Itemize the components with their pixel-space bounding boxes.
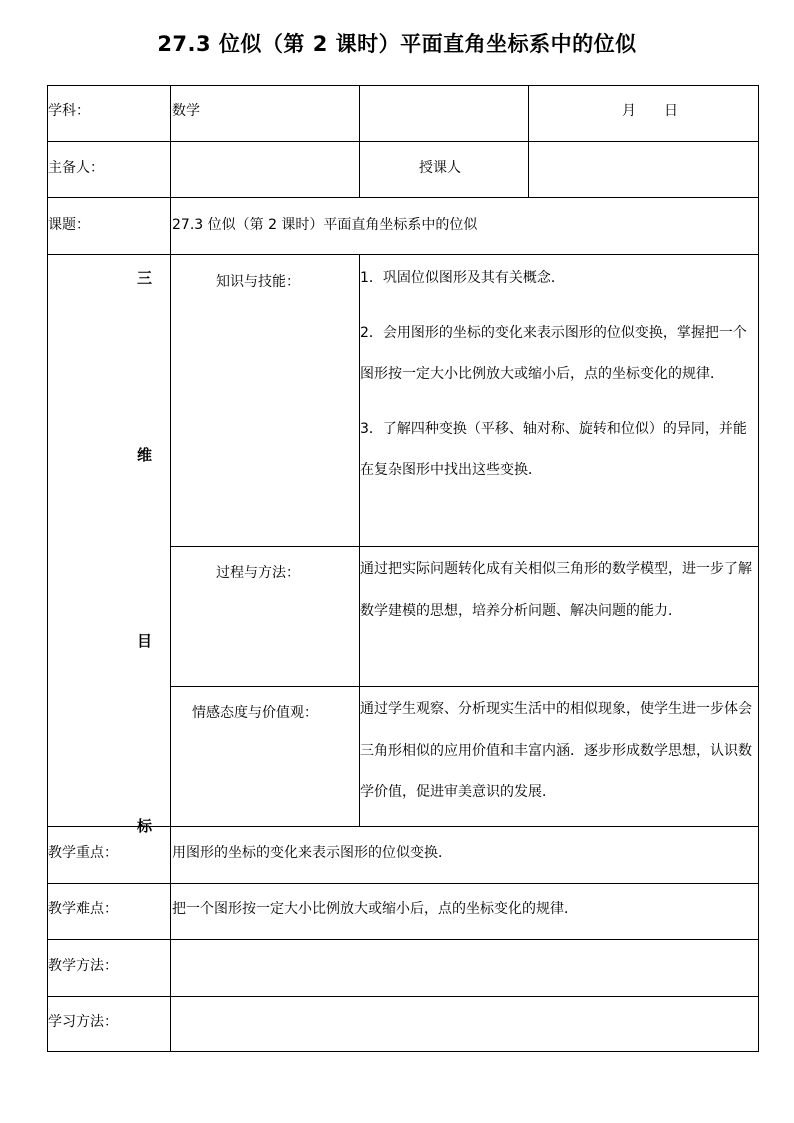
learning-method-label: 学习方法： [48, 1014, 118, 1030]
teacher-label: 授课人 [419, 160, 461, 176]
preparer-label: 主备人： [48, 160, 104, 176]
process-label: 过程与方法： [216, 565, 300, 581]
focus-label: 教学重点： [48, 845, 118, 861]
objectives-side-char: 目 [137, 632, 153, 650]
difficulty-value: 把一个图形按一定大小比例放大或缩小后，点的坐标变化的规律． [172, 901, 578, 917]
objectives-side-char: 标 [137, 817, 153, 835]
focus-value: 用图形的坐标的变化来表示图形的位似变换． [172, 845, 452, 861]
teacher-value-cell [528, 141, 759, 198]
learning-method-value-cell [170, 996, 759, 1052]
teaching-method-label: 教学方法： [48, 958, 118, 974]
objectives-side-text [47, 254, 171, 835]
values-label: 情感态度与价值观： [192, 705, 318, 721]
topic-value: 27.3 位似（第 2 课时）平面直角坐标系中的位似 [172, 217, 478, 233]
knowledge-line: 1．巩固位似图形及其有关概念． [360, 270, 565, 286]
process-content: 通过把实际问题转化成有关相似三角形的数学模型，进一步了解数学建模的思想，培养分析问题、解决问题的能力． [360, 561, 752, 619]
topic-label: 课题： [48, 217, 90, 233]
values-content: 通过学生观察、分析现实生活中的相似现象，使学生进一步体会三角形相似的应用价值和丰富内涵．逐步形成数学思想，认识数学价值，促进审美意识的发展． [360, 701, 752, 800]
knowledge-content [360, 258, 756, 492]
knowledge-label: 知识与技能： [216, 274, 300, 290]
knowledge-label-cell [170, 254, 360, 547]
blank-cell [359, 85, 529, 142]
objectives-side-char: 三 [137, 269, 153, 287]
preparer-value-cell [170, 141, 360, 198]
knowledge-line: 2．会用图形的坐标的变化来表示图形的位似变换，掌握把一个图形按一定大小比例放大或缩小后，点的坐标变化的规律． [360, 324, 747, 382]
subject-label: 学科： [48, 103, 90, 119]
page-title: 27.3 位似（第 2 课时）平面直角坐标系中的位似 [157, 32, 637, 56]
subject-value: 数学 [172, 103, 200, 119]
knowledge-line: 3．了解四种变换（平移、轴对称、旋转和位似）的异同，并能在复杂图形中找出这些变换． [360, 420, 747, 478]
teaching-method-value-cell [170, 939, 759, 997]
objectives-side-char: 维 [137, 446, 153, 464]
difficulty-label: 教学难点： [48, 901, 118, 917]
date-text: 月 日 [622, 103, 678, 119]
